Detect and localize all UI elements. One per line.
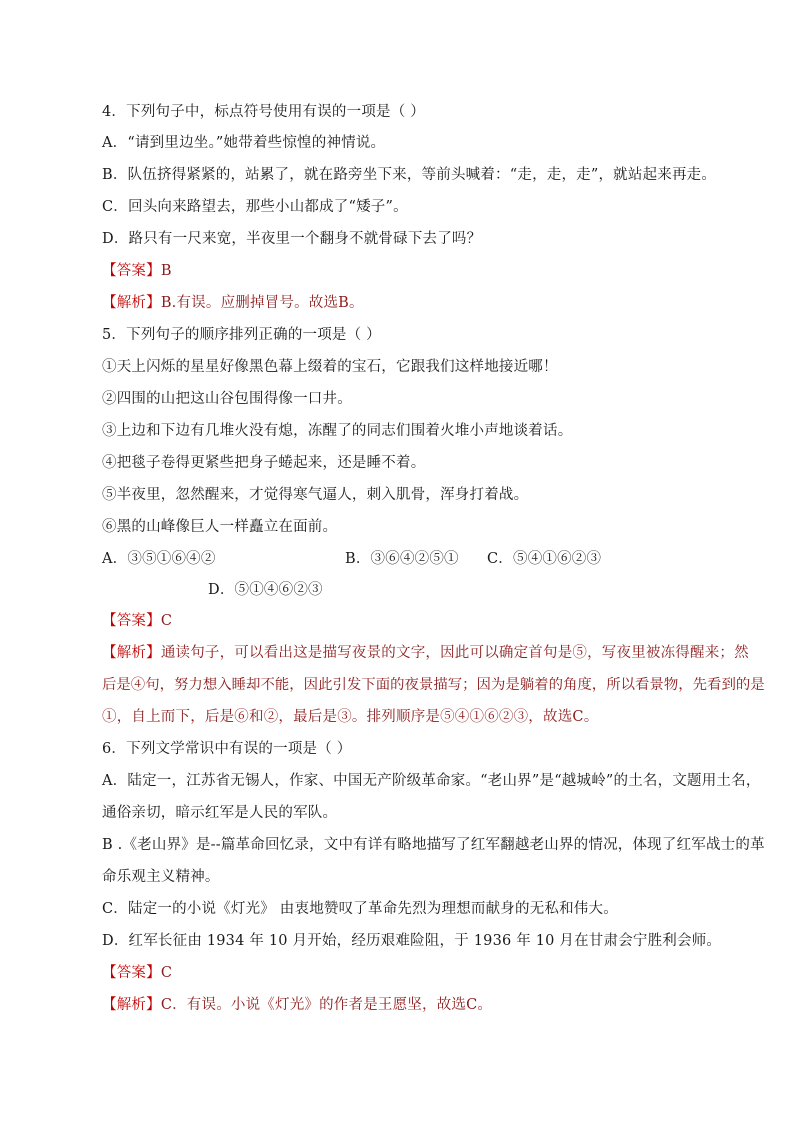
q5-option-c: C．⑤④①⑥②③ [487,551,602,567]
q4-answer [102,261,172,281]
analysis-text: C．有误。小说《灯光》的作者是王愿坚，故选C。 [160,997,493,1013]
q5-sentence-4: ④把毯子卷得更紧些把身子蜷起来，还是睡不着。 [102,455,426,471]
q5-sentence-3: ③上边和下边有几堆火没有熄，冻醒了的同志们围着火堆小声地谈着话。 [102,423,573,439]
q6-option-c: C．陆定一的小说《灯光》 由衷地赞叹了革命先烈为理想而献身的无私和伟大。 [102,901,618,917]
q5-analysis-line-1 [102,643,749,663]
q6-option-a-line-2: 通俗亲切，暗示红军是人民的军队。 [102,805,338,821]
q6-answer [102,963,172,983]
q5-sentence-1: ①天上闪烁的星星好像黑色幕上缀着的宝石，它跟我们这样地接近哪！ [102,359,558,375]
q5-sentence-6: ⑥黑的山峰像巨人一样矗立在面前。 [102,519,338,535]
analysis-text: 通读句子，可以看出这是描写夜景的文字，因此可以确定首句是⑤，写夜里被冻得醒来；然 [160,645,749,661]
q5-sentence-5: ⑤半夜里，忽然醒来，才觉得寒气逼人，刺入肌骨，浑身打着战。 [102,487,529,503]
q6-option-b-line-1: B .《老山界》是--篇革命回忆录，文中有详有略地描写了红军翻越老山界的情况，体现了红军战士的革 [102,837,765,853]
q6-stem: 6．下列文学常识中有误的一项是（ ） [102,741,352,757]
answer-tag: 【答案】 [102,613,161,629]
answer-tag: 【答案】 [102,965,161,981]
answer-value: B [160,263,172,279]
q6-option-b-line-2: 命乐观主义精神。 [102,869,220,885]
analysis-text: B.有误。应删掉冒号。故选B。 [160,295,364,311]
analysis-tag: 【解析】 [102,645,161,661]
q5-option-a: A．③⑤①⑥④② [102,551,216,567]
q4-option-d: D．路只有一尺来宽，半夜里一个翻身不就骨碌下去了吗？ [102,231,482,247]
q5-answer [102,611,172,631]
q6-analysis [102,995,492,1015]
q6-option-a-line-1: A．陆定一，江苏省无锡人，作家、中国无产阶级革命家。“老山界”是“越城岭”的土名，文题用土名， [102,773,761,789]
q5-analysis-line-2: 后是④句，努力想入睡却不能，因此引发下面的夜景描写；因为是躺着的角度，所以看景物，先看到的是 [102,677,765,693]
answer-tag: 【答案】 [102,263,161,279]
q4-option-b: B．队伍挤得紧紧的，站累了，就在路旁坐下来，等前头喊着：“走，走，走”，就站起来再走。 [102,167,717,183]
q4-analysis [102,293,364,313]
answer-value: C [160,613,173,629]
q4-option-a: A．“请到里边坐。”她带着些惊惶的神情说。 [102,135,386,151]
q5-analysis-line-3: ①，自上而下，后是⑥和②，最后是③。排列顺序是⑤④①⑥②③，故选C。 [102,709,599,725]
q6-option-d: D．红军长征由 1934 年 10 月开始，经历艰难险阻，于 1936 年 10 月在甘肃会宁胜利会师。 [102,933,722,949]
q5-option-b: B．③⑥④②⑤① [345,551,459,567]
analysis-tag: 【解析】 [102,997,161,1013]
q4-option-c: C．回头向来路望去，那些小山都成了“矮子”。 [102,199,408,215]
q4-stem: 4．下列句子中，标点符号使用有误的一项是（ ） [102,104,425,120]
q5-option-d: D．⑤①④⑥②③ [208,582,323,598]
q5-sentence-2: ②四围的山把这山谷包围得像一口井。 [102,391,352,407]
answer-value: C [160,965,173,981]
q5-stem: 5．下列句子的顺序排列正确的一项是（ ） [102,327,381,343]
analysis-tag: 【解析】 [102,295,161,311]
